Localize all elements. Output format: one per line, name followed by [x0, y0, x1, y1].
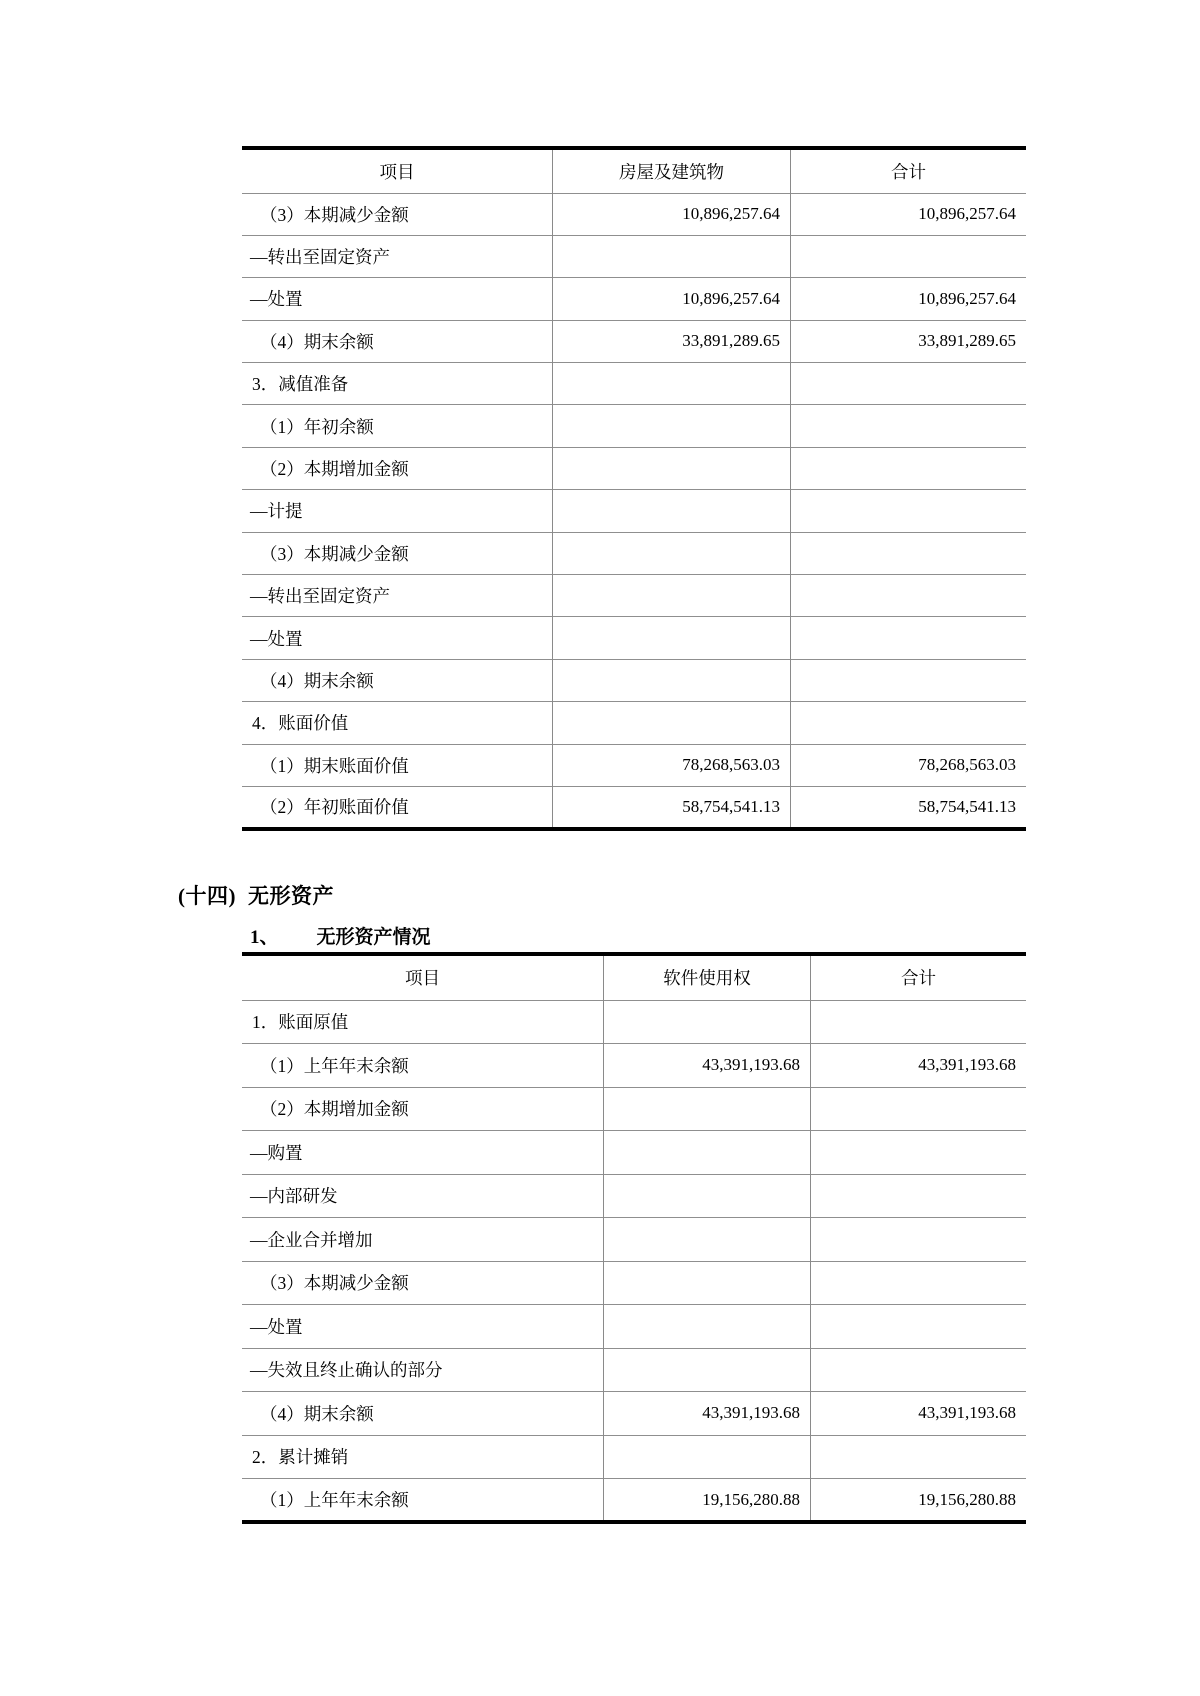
value-cell	[791, 490, 1027, 532]
column-header: 房屋及建筑物	[553, 148, 791, 193]
table-row	[242, 1435, 1026, 1479]
item-label-cell: —转出至固定资产	[242, 235, 553, 277]
header-row	[242, 148, 1026, 193]
item-label-cell: 4．账面价值	[242, 702, 553, 744]
item-label-cell: （2）本期增加金额	[242, 1087, 604, 1131]
item-label-cell: （4）期末余额	[242, 659, 553, 701]
value-cell	[791, 617, 1027, 659]
table-row	[242, 786, 1026, 828]
subsection-heading-number: 1、	[250, 927, 279, 948]
item-label-cell: （3）本期减少金额	[242, 532, 553, 574]
item-label-cell: —购置	[242, 1131, 604, 1175]
value-cell	[553, 447, 791, 489]
column-header: 合计	[811, 954, 1027, 1000]
table-row	[242, 617, 1026, 659]
item-label-cell: —企业合并增加	[242, 1218, 604, 1262]
item-label-cell: —失效且终止确认的部分	[242, 1348, 604, 1392]
table-row	[242, 575, 1026, 617]
table-row	[242, 278, 1026, 320]
value-cell: 10,896,257.64	[553, 278, 791, 320]
value-cell: 43,391,193.68	[604, 1392, 811, 1436]
value-cell: 33,891,289.65	[553, 320, 791, 362]
value-cell	[553, 532, 791, 574]
table-row	[242, 405, 1026, 447]
value-cell	[791, 405, 1027, 447]
table-row	[242, 193, 1026, 235]
value-cell	[811, 1218, 1027, 1262]
table-row	[242, 1087, 1026, 1131]
value-cell	[604, 1000, 811, 1044]
item-label-cell: —转出至固定资产	[242, 575, 553, 617]
table-row	[242, 235, 1026, 277]
value-cell: 10,896,257.64	[791, 193, 1027, 235]
value-cell	[553, 702, 791, 744]
item-label-cell: —处置	[242, 1305, 604, 1349]
value-cell	[553, 490, 791, 532]
table-row	[242, 1000, 1026, 1044]
table-row	[242, 1479, 1026, 1523]
value-cell	[604, 1305, 811, 1349]
value-cell	[811, 1261, 1027, 1305]
value-cell: 43,391,193.68	[811, 1044, 1027, 1088]
item-label-cell: （1）期末账面价值	[242, 744, 553, 786]
table-row	[242, 1218, 1026, 1262]
value-cell	[604, 1087, 811, 1131]
value-cell	[604, 1348, 811, 1392]
value-cell: 10,896,257.64	[791, 278, 1027, 320]
value-cell	[791, 235, 1027, 277]
value-cell	[604, 1435, 811, 1479]
section-heading-title: 无形资产	[248, 884, 334, 908]
table-row	[242, 490, 1026, 532]
value-cell	[811, 1174, 1027, 1218]
item-label-cell: （4）期末余额	[242, 1392, 604, 1436]
header-row	[242, 954, 1026, 1000]
value-cell	[604, 1261, 811, 1305]
item-label-cell: （2）本期增加金额	[242, 447, 553, 489]
value-cell	[811, 1087, 1027, 1131]
column-header: 项目	[405, 968, 440, 989]
section-heading-number: (十四)	[178, 884, 236, 908]
value-cell	[791, 532, 1027, 574]
table-row	[242, 1044, 1026, 1088]
value-cell	[553, 617, 791, 659]
table-row	[242, 1174, 1026, 1218]
value-cell	[791, 363, 1027, 405]
value-cell: 19,156,280.88	[811, 1479, 1027, 1523]
table-row	[242, 363, 1026, 405]
value-cell	[553, 235, 791, 277]
table-row	[242, 320, 1026, 362]
item-label-cell: 3．减值准备	[242, 363, 553, 405]
value-cell: 58,754,541.13	[791, 786, 1027, 828]
value-cell: 43,391,193.68	[811, 1392, 1027, 1436]
value-cell: 19,156,280.88	[604, 1479, 811, 1523]
item-label-cell: （3）本期减少金额	[242, 1261, 604, 1305]
value-cell	[811, 1305, 1027, 1349]
value-cell	[791, 659, 1027, 701]
section-heading	[178, 880, 334, 910]
item-label-cell: 2．累计摊销	[242, 1435, 604, 1479]
item-label-cell: （1）上年年末余额	[242, 1044, 604, 1088]
value-cell	[604, 1174, 811, 1218]
value-cell: 43,391,193.68	[604, 1044, 811, 1088]
table-row	[242, 1348, 1026, 1392]
table-row	[242, 702, 1026, 744]
item-label-cell: （1）年初余额	[242, 405, 553, 447]
item-label-cell: （1）上年年末余额	[242, 1479, 604, 1523]
value-cell	[553, 575, 791, 617]
value-cell	[791, 702, 1027, 744]
item-label-cell: （2）年初账面价值	[242, 786, 553, 828]
column-header: 合计	[791, 148, 1027, 193]
item-label-cell: （4）期末余额	[242, 320, 553, 362]
table-row	[242, 447, 1026, 489]
item-label-cell: —内部研发	[242, 1174, 604, 1218]
subsection-heading	[250, 922, 431, 949]
value-cell	[811, 1435, 1027, 1479]
table-row	[242, 1305, 1026, 1349]
item-label-cell: 1．账面原值	[242, 1000, 604, 1044]
value-cell	[811, 1348, 1027, 1392]
fixed-assets-table	[242, 146, 1026, 831]
table-row	[242, 744, 1026, 786]
value-cell: 58,754,541.13	[553, 786, 791, 828]
value-cell	[791, 575, 1027, 617]
value-cell	[811, 1131, 1027, 1175]
value-cell	[553, 405, 791, 447]
value-cell	[553, 363, 791, 405]
item-label-cell: —处置	[242, 278, 553, 320]
table-row	[242, 1392, 1026, 1436]
table-row	[242, 659, 1026, 701]
intangible-assets-table	[242, 952, 1026, 1524]
item-label-cell: —计提	[242, 490, 553, 532]
value-cell	[791, 447, 1027, 489]
value-cell	[553, 659, 791, 701]
subsection-heading-title: 无形资产情况	[316, 927, 431, 948]
value-cell	[811, 1000, 1027, 1044]
value-cell	[604, 1131, 811, 1175]
value-cell: 33,891,289.65	[791, 320, 1027, 362]
table-row	[242, 1261, 1026, 1305]
value-cell: 78,268,563.03	[791, 744, 1027, 786]
value-cell: 10,896,257.64	[553, 193, 791, 235]
item-label-cell: （3）本期减少金额	[242, 193, 553, 235]
item-label-cell: —处置	[242, 617, 553, 659]
column-header: 项目	[379, 161, 415, 182]
value-cell	[604, 1218, 811, 1262]
table-row	[242, 1131, 1026, 1175]
value-cell: 78,268,563.03	[553, 744, 791, 786]
table-row	[242, 532, 1026, 574]
column-header: 软件使用权	[604, 954, 811, 1000]
